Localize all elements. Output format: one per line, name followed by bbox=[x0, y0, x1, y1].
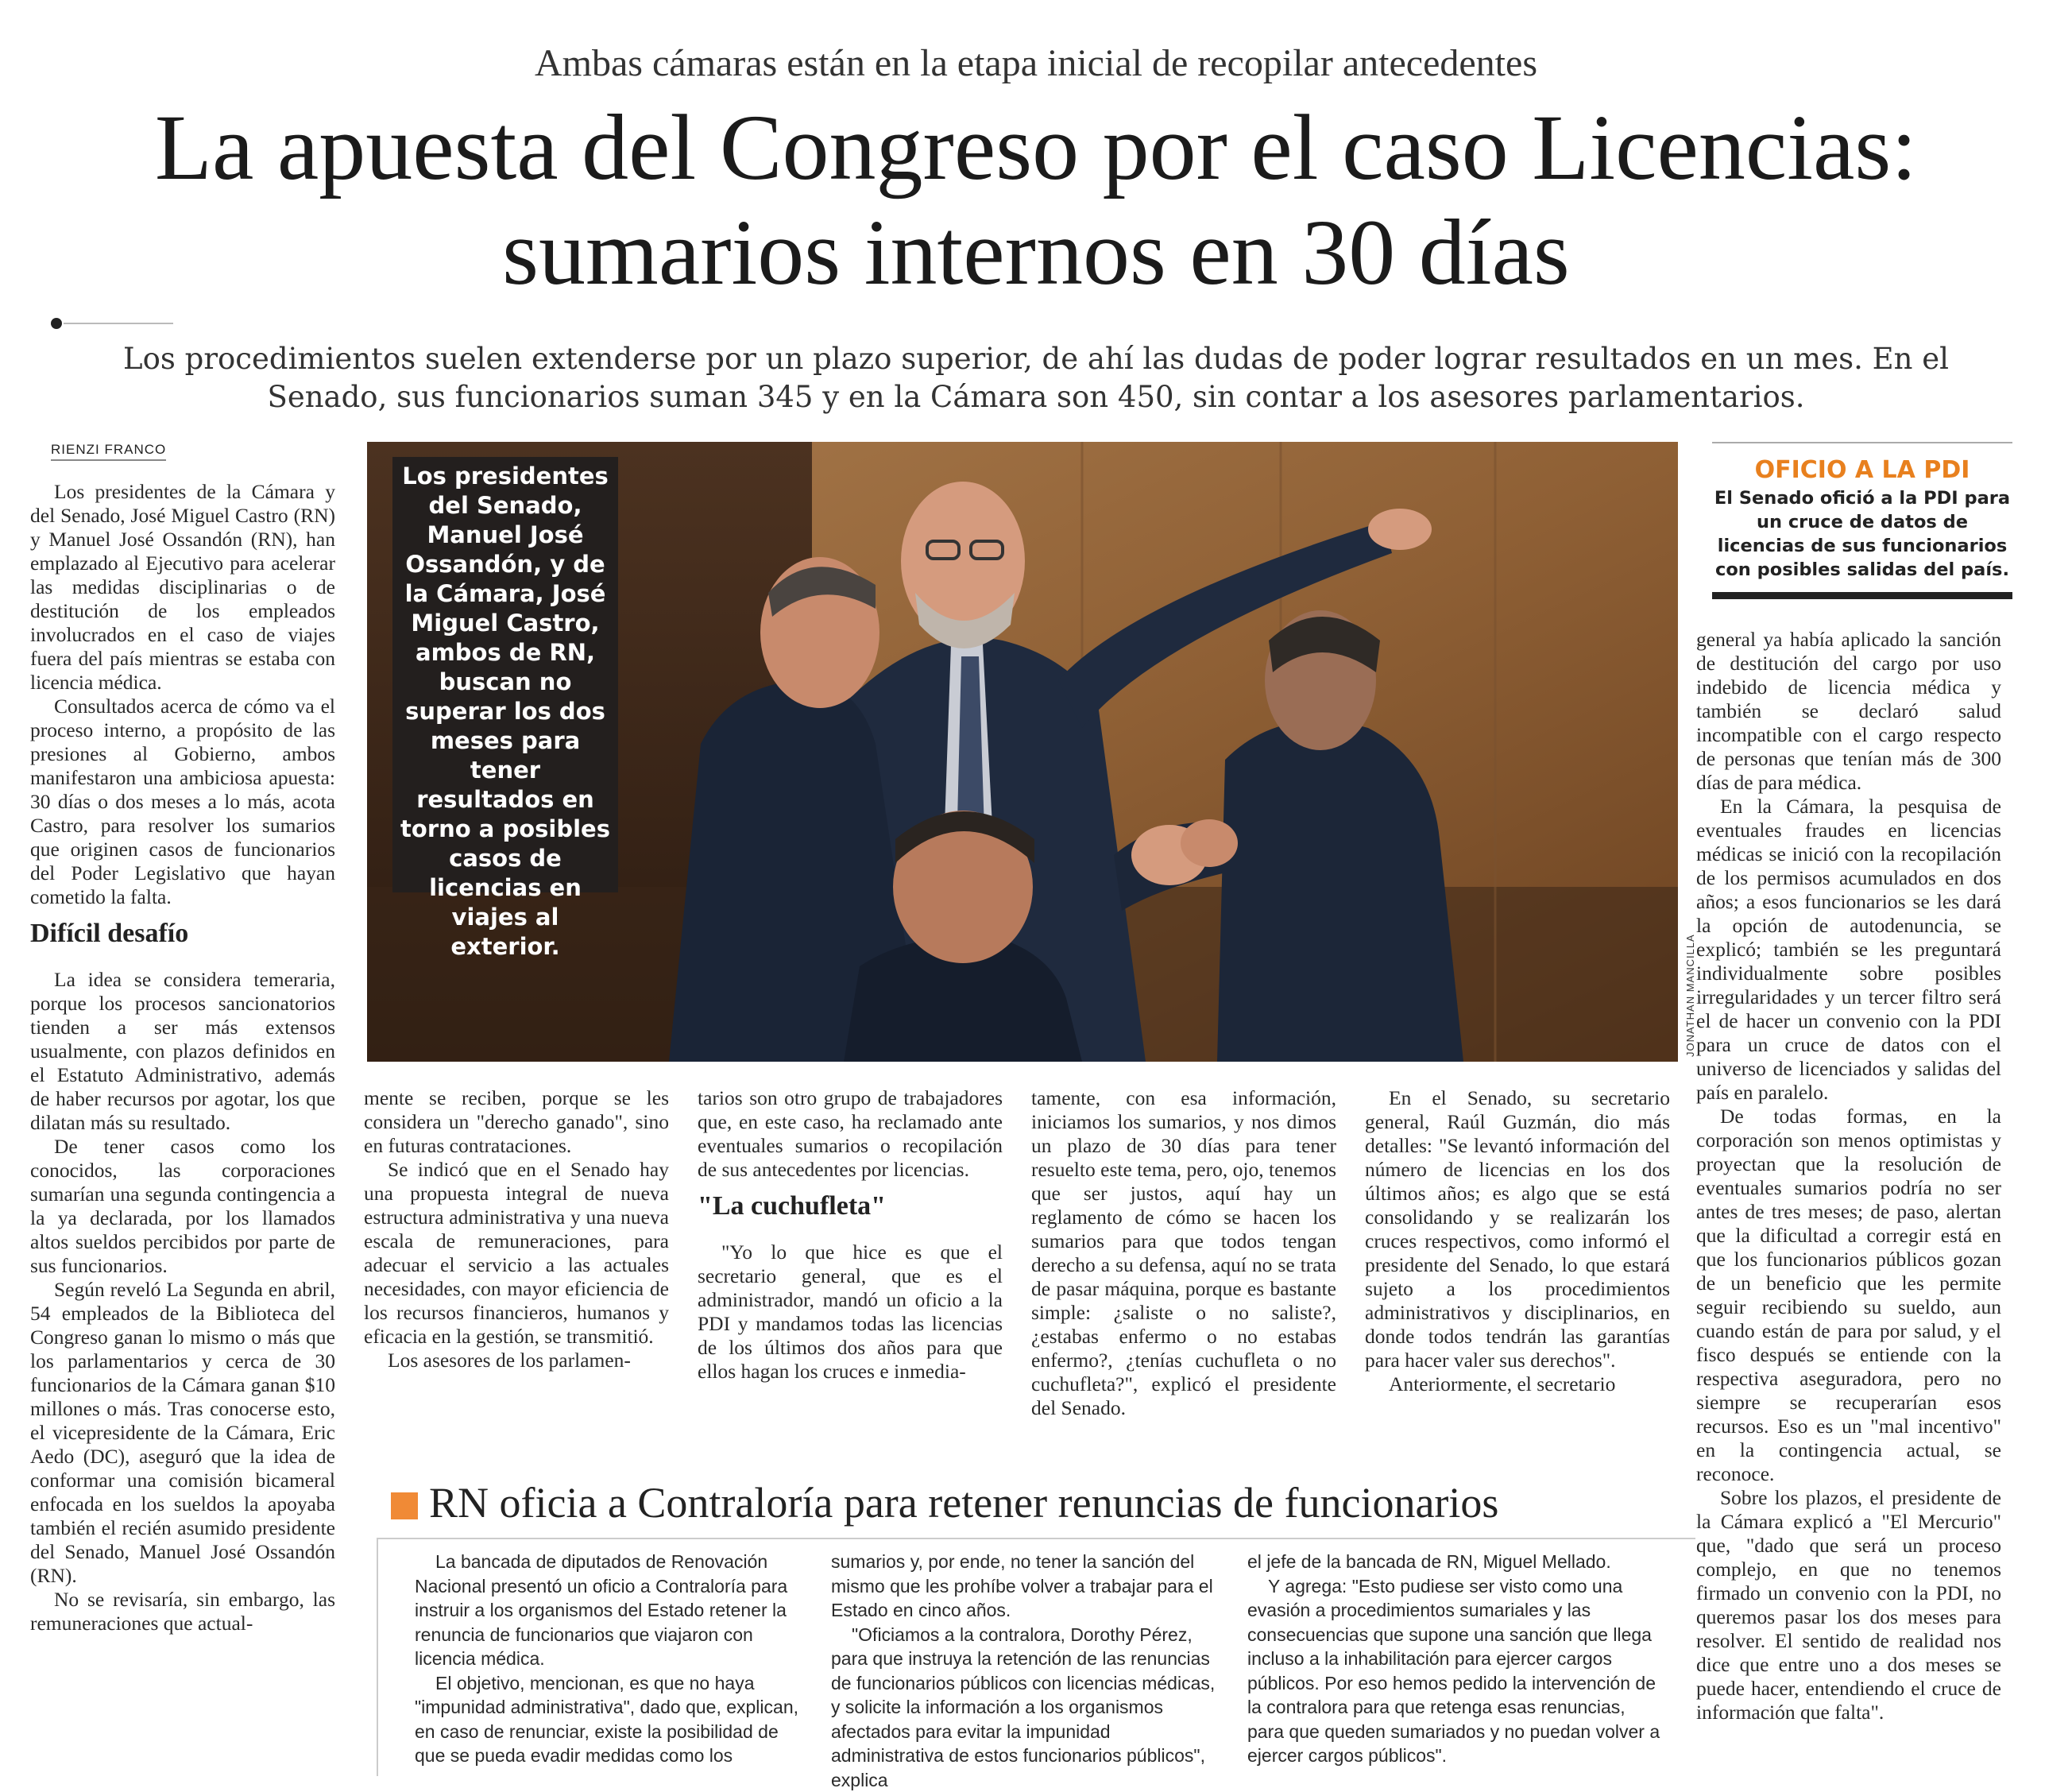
sidebar-top-rule bbox=[1712, 442, 2012, 443]
bullet-dot-icon bbox=[51, 318, 62, 329]
paragraph: general ya había aplicado la sanción de destitución del cargo por uso indebido de licencia médica y también se declaró salud incompatible con el cargo respecto de personas que tenían más de 300 días de para médica. bbox=[1696, 628, 2001, 795]
paragraph: En el Senado, su secretario general, Raúl Guzmán, dio más detalles: "Se levantó información del número de licencias en los dos últimos años; es algo que se está consolidando y se realizarán los cruces respectivos, como informó el presidente del Senado, lo que estará sujeto a los procedimientos administrativos y disciplinarios, en donde todos tendrán las garantías para hacer valer sus derechos". bbox=[1365, 1086, 1670, 1372]
kicker: Ambas cámaras están en la etapa inicial de recopilar antecedentes bbox=[0, 41, 2072, 85]
box-heading bbox=[429, 1478, 1498, 1527]
paragraph: el jefe de la bancada de RN, Miguel Mellado. bbox=[1247, 1550, 1660, 1574]
paragraph: Anteriormente, el secretario bbox=[1365, 1372, 1670, 1396]
paragraph: El objetivo, mencionan, es que no haya "impunidad administrativa", dado que, explican, en caso de renunciar, existe la posibilidad de que se pueda evadir medidas como los bbox=[415, 1671, 804, 1768]
paragraph: Los asesores de los parlamen- bbox=[364, 1349, 669, 1372]
paragraph: sumarios y, por ende, no tener la sanción del mismo que les prohíbe volver a trabajar para el Estado en cinco años. bbox=[831, 1550, 1220, 1623]
sidebar-bottom-rule bbox=[1712, 592, 2012, 599]
paragraph: Sobre los plazos, el presidente de la Cámara explicó a "El Mercurio" que, "dado que será un proceso complejo, en que no tenemos firmado un convenio con la PDI, no queremos pasar los dos meses para resolver. El sentido de realidad nos dice que entre uno a dos meses se puede hacer, entendiendo el cruce de información que falta". bbox=[1696, 1486, 2001, 1724]
article-column-2 bbox=[364, 1086, 669, 1372]
deck: Los procedimientos suelen extenderse por un plazo superior, de ahí las dudas de poder lograr resultados en un mes. En el Senado, sus funcionarios suman 345 y en la Cámara son 450, sin contar a los asesores parlamentarios. bbox=[79, 340, 1993, 416]
headline bbox=[0, 95, 2072, 305]
byline: RIENZI FRANCO bbox=[51, 442, 166, 461]
article-column-3 bbox=[698, 1086, 1003, 1384]
paragraph: Se indicó que en el Senado hay una propuesta integral de nueva estructura administrativa y una nueva escala de remuneraciones, para adecuar el servicio a las actuales necesidades, con mayor eficiencia de los recursos financieros, humanos y eficacia en la gestión, se transmitió. bbox=[364, 1158, 669, 1349]
box-rule-left bbox=[377, 1538, 378, 1776]
paragraph: La idea se considera temeraria, porque los procesos sancionatorios tienden a ser más extensos usualmente, con plazos definidos en el Estatuto Administrativo, además de haber recursos por agotar, los que dilatan más su resultado. bbox=[30, 968, 335, 1135]
orange-square-icon bbox=[391, 1492, 418, 1519]
paragraph: En la Cámara, la pesquisa de eventuales fraudes en licencias médicas se inició con la recopilación de los permisos acumulados en dos años; a esos funcionarios se les dará la opción de autodenuncia, se explicó; también se les preguntará individualmente sobre posibles irregularidades y un tercer filtro será el de hacer un convenio con la PDI para un cruce de datos con el universo de licenciados y salidas del país en paralelo. bbox=[1696, 795, 2001, 1105]
paragraph: tarios son otro grupo de trabajadores que, en este caso, ha reclamado ante eventuales sumarios o recopilación de sus antecedentes por licencias. bbox=[698, 1086, 1003, 1182]
sidebar-title: OFICIO A LA PDI bbox=[1712, 456, 2012, 484]
paragraph: Según reveló La Segunda en abril, 54 empleados de la Biblioteca del Congreso ganan lo mismo o más que los parlamentarios y cerca de 30 funcionarios de la Cámara ganan $10 millones o más. Tras conocerse esto, el vicepresidente de la Cámara, Eric Aedo (DC), aseguró que la idea de conformar una comisión bicameral enfocada en los sueldos la apoyaba también el recién asumido presidente del Senado, Manuel José Ossandón (RN). bbox=[30, 1278, 335, 1588]
paragraph: Consultados acerca de cómo va el proceso interno, a propósito de las presiones al Gobierno, ambos manifestaron una ambiciosa apuesta: 30 días o dos meses a lo más, acota Castro, para resolver los sumarios que originen casos de funcionarios del Poder Legislativo que hayan cometido la falta. bbox=[30, 695, 335, 909]
paragraph: Y agrega: "Esto pudiese ser visto como una evasión a procedimientos sumariales y las consecuencias que supone una sanción que llega incluso a la inhabilitación para ejercer cargos públicos. Por eso hemos pedido la intervención de la contralora para que retenga esas renuncias, para que queden sumariados y no puedan volver a ejercer cargos públicos". bbox=[1247, 1574, 1660, 1768]
paragraph: mente se reciben, porque se les considera un "derecho ganado", sino en futuras contrataciones. bbox=[364, 1086, 669, 1158]
headline-line-1: La apuesta del Congreso por el caso Licencias: bbox=[0, 95, 2072, 200]
headline-line-2: sumarios internos en 30 días bbox=[0, 200, 2072, 305]
box-column-1 bbox=[415, 1550, 804, 1768]
paragraph: "Yo lo que hice es que el secretario general, que es el administrador, mandó un oficio a la PDI y mandamos todas las licencias de los últimos dos años para que ellos hagan los cruces e inmedia- bbox=[698, 1240, 1003, 1384]
paragraph: De tener casos como los conocidos, las corporaciones sumarían una segunda contingencia a la ya declarada, por los llamados altos sueldos percibidos por parte de sus funcionarios. bbox=[30, 1135, 335, 1278]
box-rule-top bbox=[377, 1538, 1695, 1539]
subhead: "La cuchufleta" bbox=[698, 1194, 1003, 1218]
article-column-1 bbox=[30, 480, 335, 1635]
subhead: Difícil desafío bbox=[30, 922, 335, 946]
box-column-2 bbox=[831, 1550, 1220, 1792]
box-heading-text: RN oficia a Contraloría para retener renuncias de funcionarios bbox=[429, 1479, 1498, 1527]
paragraph: tamente, con esa información, iniciamos los sumarios, y nos dimos un plazo de 30 días para tener resuelto este tema, pero, ojo, tenemos que ser justos, aquí hay un reglamento de cómo se hacen los sumarios para que todos tengan derecho a su defensa, aquí no se trata de pasar máquina, porque es bastante simple: ¿saliste o no saliste?, ¿estabas enfermo o no estabas enfermo?, ¿tenías cuchufleta o no cuchufleta?", explicó el presidente del Senado. bbox=[1031, 1086, 1336, 1420]
paragraph: La bancada de diputados de Renovación Nacional presentó un oficio a Contraloría para instruir a los organismos del Estado retener la renuncia de funcionarios que viajaron con licencia médica. bbox=[415, 1550, 804, 1671]
bullet-rule bbox=[64, 323, 173, 324]
box-column-3 bbox=[1247, 1550, 1660, 1768]
photo-credit: JONATHAN MANCILLA bbox=[1684, 934, 1696, 1057]
photo-caption: Los presidentes del Senado, Manuel José Ossandón, y de la Cámara, José Miguel Castro, ambos de RN, buscan no superar los dos meses para tener resultados en torno a posibles casos de licencias en viajes al exterior. bbox=[392, 457, 618, 892]
paragraph: No se revisaría, sin embargo, las remuneraciones que actual- bbox=[30, 1588, 335, 1635]
article-column-4 bbox=[1031, 1086, 1336, 1420]
sidebar-text: El Senado ofició a la PDI para un cruce de datos de licencias de sus funcionarios con posibles salidas del país. bbox=[1712, 486, 2012, 582]
article-column-5 bbox=[1365, 1086, 1670, 1396]
paragraph: De todas formas, en la corporación son menos optimistas y proyectan que la resolución de eventuales sumarios podría no ser antes de tres meses; de paso, alertan que la dificultad a corregir está en que los funcionarios públicos gozan de un beneficio que les permite seguir recibiendo su sueldo, aun cuando están de para por salud, y el fisco después se entiende con la respectiva aseguradora, pero no siempre se recuperarían esos recursos. Eso es un "mal incentivo" en la contingencia actual, se reconoce. bbox=[1696, 1105, 2001, 1486]
article-column-6 bbox=[1696, 628, 2001, 1724]
paragraph: "Oficiamos a la contralora, Dorothy Pérez, para que instruya la retención de las renuncias de funcionarios públicos con licencias médicas, y solicite la información a los organismos afectados para evitar la impunidad administrativa de estos funcionarios públicos", explica bbox=[831, 1623, 1220, 1792]
paragraph: Los presidentes de la Cámara y del Senado, José Miguel Castro (RN) y Manuel José Ossandón (RN), han emplazado al Ejecutivo para acelerar las medidas disciplinarias o de destitución de los empleados involucrados en el caso de viajes fuera del país mientras se estaba con licencia médica. bbox=[30, 480, 335, 695]
